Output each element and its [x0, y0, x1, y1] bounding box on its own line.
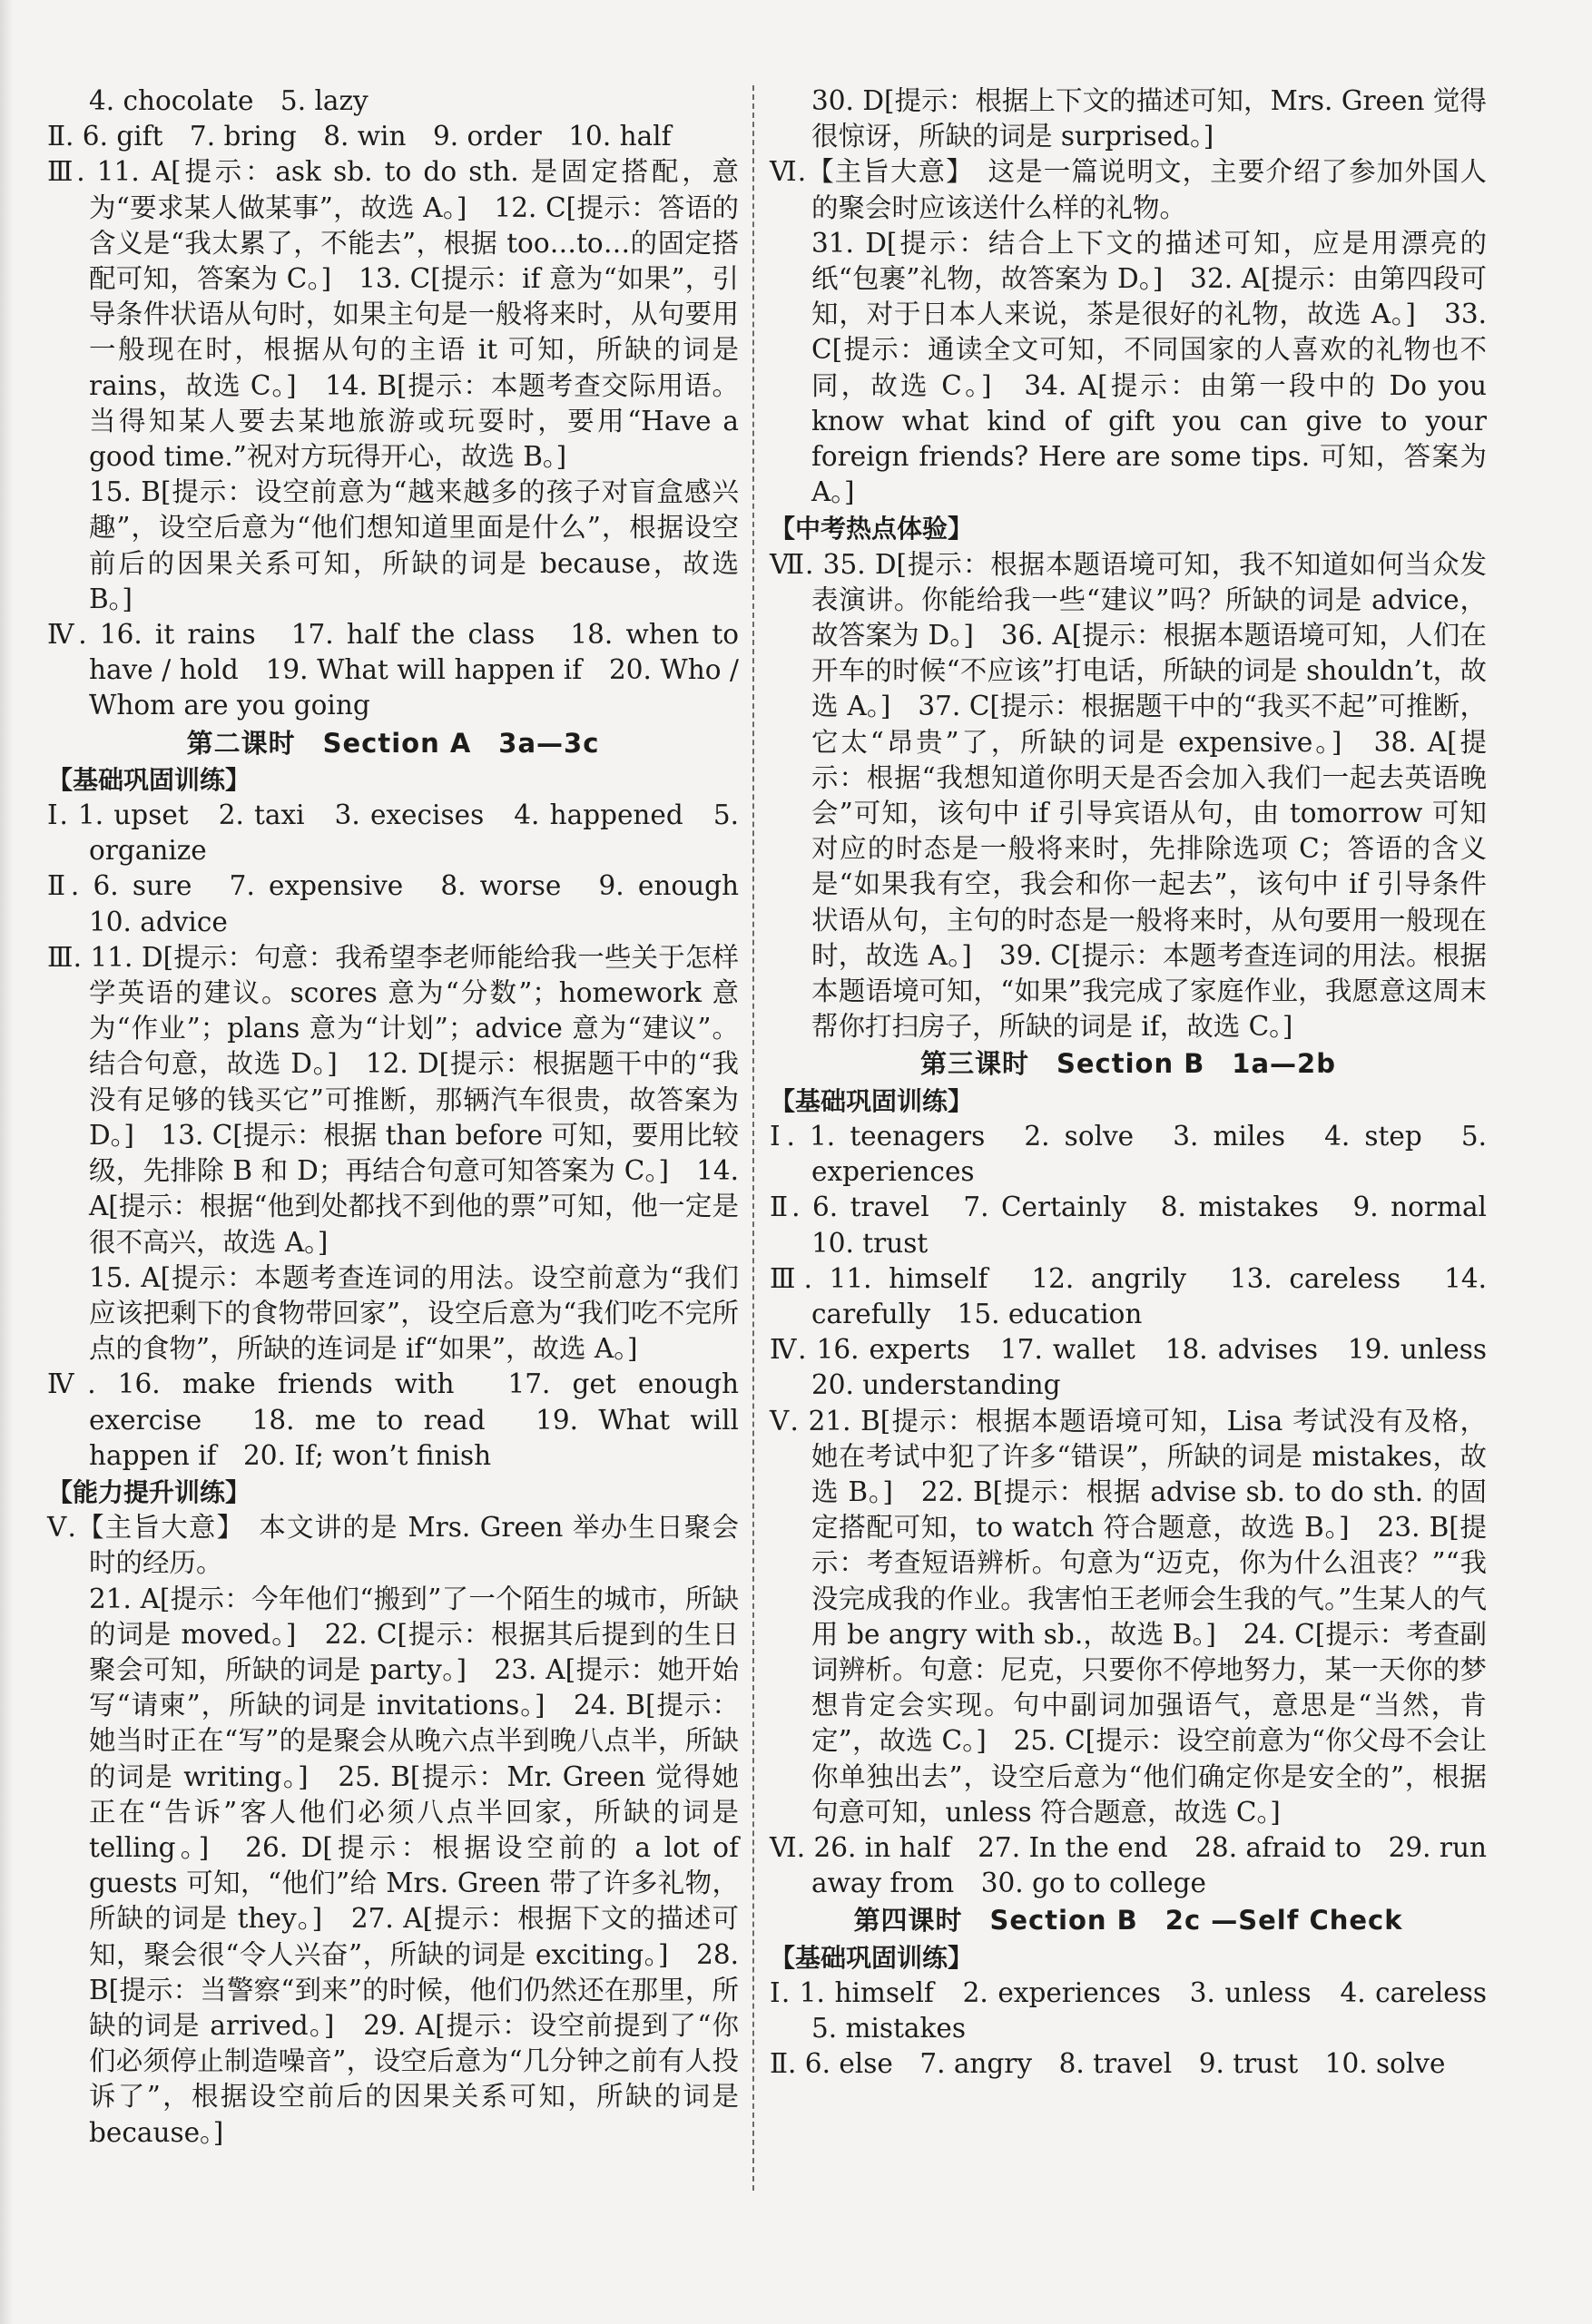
section-title: 【基础巩固训练】: [770, 1942, 974, 1973]
answer-paragraph: Ⅵ.【主旨大意】 这是一篇说明文，主要介绍了参加外国人的聚会时应该送什么样的礼物。: [770, 156, 1487, 223]
answer-paragraph: Ⅱ. 6. else 7. angry 8. travel 9. trust 10. solve: [770, 2048, 1446, 2080]
answer-paragraph: 30. D[提示：根据上下文的描述可知，Mrs. Green 觉得很惊讶，所缺的词是 surprised。]: [811, 85, 1487, 152]
answer-paragraph: Ⅱ. 6. travel 7. Certainly 8. mistakes 9. normal 10. trust: [770, 1191, 1514, 1259]
answer-paragraph: Ⅲ. 11. A[提示：ask sb. to do sth. 是固定搭配，意为“要求某人做某事”，故选 A。] 12. C[提示：答语的含义是“我太累了，不能去”，根据 too…to…的固定搭配可知，答案为 C。] 13. C[提示：if 意为“如果”，引导条件状语从句时，如果主句是一般将来时，从句要用一般现在时，根据从句的主语 it 可知，所缺的词是 rains，故选 C。] 14. B[提示：本题考查交际用语。当得知某人要去某地旅游或玩耍时，要用“Have a good time.”祝对方玩得开心，故选 B。]: [47, 156, 739, 473]
answer-paragraph: Ⅴ.【主旨大意】 本文讲的是 Mrs. Green 举办生日聚会时的经历。: [47, 1512, 739, 1579]
lesson-heading: 第三课时 Section B 1a—2b: [919, 1048, 1336, 1080]
answer-paragraph: Ⅰ. 1. teenagers 2. solve 3. miles 4. step 5. experiences: [770, 1120, 1487, 1188]
answer-paragraph: 15. A[提示：本题考查连词的用法。设空前意为“我们应该把剩下的食物带回家”，设空后意为“我们吃不完所点的食物”，所缺的连词是 if“如果”，故选 A。]: [89, 1261, 739, 1365]
answer-paragraph: Ⅰ. 1. himself 2. experiences 3. unless 4. careless 5. mistakes: [770, 1976, 1514, 2044]
answer-paragraph: Ⅳ. 16. make friends with 17. get enough exercise 18. me to read 19. What will happen if 20. If; won’t finish: [47, 1368, 739, 1471]
answer-paragraph: Ⅰ. 1. upset 2. taxi 3. execises 4. happened 5. organize: [47, 799, 739, 867]
answer-paragraph: 4. chocolate 5. lazy: [89, 85, 369, 116]
answer-paragraph: Ⅵ. 26. in half 27. In the end 28. afraid to 29. run away from 30. go to college: [770, 1831, 1487, 1899]
answer-paragraph: Ⅳ. 16. experts 17. wallet 18. advises 19. unless 20. understanding: [770, 1334, 1514, 1401]
answer-paragraph: Ⅴ. 21. B[提示：根据本题语境可知，Lisa 考试没有及格，她在考试中犯了许多“错误”，所缺的词是 mistakes，故选 B。] 22. B[提示：根据 advise sb. to do sth. 的固定搭配可知，to watch 符合题意，故选 B。] 23. B[提示：考查短语辨析。句意为“迈克，你为什么沮丧？”“我没完成我的作业。我害怕王老师会生我的气。”生某人的气用 be angry with sb.，故选 B。] 24. C[提示：考查副词辨析。句意：尼克，只要你不停地努力，某一天你的梦想肯定会实现。句中副词加强语气，意思是“当然，肯定”，故选 C。] 25. C[提示：设空前意为“你父母不会让你单独出去”，设空后意为“他们确定你是安全的”，根据句意可知，unless 符合题意，故选 C。]: [770, 1405, 1487, 1828]
answer-paragraph: Ⅶ. 35. D[提示：根据本题语境可知，我不知道如何当众发表演讲。你能给我一些“建议”吗？所缺的词是 advice，故答案为 D。] 36. A[提示：根据本题语境可知，人们在开车的时候“不应该”打电话，所缺的词是 shouldn’t，故选 A。] 37. C[提示：根据题干中的“我买不起”可推断，它太“昂贵”了，所缺的词是 expensive。] 38. A[提示：根据“我想知道你明天是否会加入我们一起去英语晚会”可知，该句中 if 引导宾语从句，由 tomorrow 可知对应的时态是一般将来时，先排除选项 C；答语的含义是“如果我有空，我会和你一起去”，该句中 if 引导条件状语从句，主句的时态是一般将来时，从句要用一般现在时，故选 A。] 39. C[提示：本题考查连词的用法。根据本题语境可知，“如果”我完成了家庭作业，我愿意这周末帮你打扫房子，所缺的词是 if，故选 C。]: [770, 548, 1487, 1043]
lesson-heading: 第四课时 Section B 2c —Self Check: [853, 1905, 1403, 1937]
answer-paragraph: Ⅱ. 6. sure 7. expensive 8. worse 9. enough 10. advice: [47, 870, 766, 937]
answer-paragraph: 15. B[提示：设空前意为“越来越多的孩子对盲盒感兴趣”，设空后意为“他们想知道里面是什么”，根据设空前后的因果关系可知，所缺的词是 because，故选 B。]: [89, 476, 739, 614]
section-title: 【基础巩固训练】: [47, 764, 251, 795]
section-title: 【基础巩固训练】: [770, 1085, 974, 1116]
answer-paragraph: Ⅲ. 11. himself 12. angrily 13. careless 14. carefully 15. education: [770, 1262, 1487, 1329]
answer-paragraph: Ⅲ. 11. D[提示：句意：我希望李老师能给我一些关于怎样学英语的建议。scores 意为“分数”；homework 意为“作业”；plans 意为“计划”；advice 意为“建议”。结合句意，故选 D。] 12. D[提示：根据题干中的“我没有足够的钱买它”可推断，那辆汽车很贵，故答案为 D。] 13. C[提示：根据 than before 可知，要用比较级，先排除 B 和 D；再结合句意可知答案为 C。] 14. A[提示：根据“他到处都找不到他的票”可知，他一定是很不高兴，故选 A。]: [47, 941, 739, 1258]
answer-paragraph: Ⅱ. 6. gift 7. bring 8. win 9. order 10. half: [47, 121, 672, 152]
lesson-heading: 第二课时 Section A 3a—3c: [186, 727, 600, 759]
section-title: 【能力提升训练】: [47, 1476, 251, 1507]
answer-paragraph: 21. A[提示：今年他们“搬到”了一个陌生的城市，所缺的词是 moved。] 22. C[提示：根据其后提到的生日聚会可知，所缺的词是 party。] 23. A[提示：她开始写“请柬”，所缺的词是 invitations。] 24. B[提示：她当时正在“写”的是聚会从晚六点半到晚八点半，所缺的词是 writing。] 25. B[提示：Mr. Green 觉得她正在“告诉”客人他们必须八点半回家，所缺的词是 telling。] 26. D[提示：根据设空前的 a lot of guests 可知，“他们”给 Mrs. Green 带了许多礼物，所缺的词是 they。] 27. A[提示：根据下文的描述可知，聚会很“令人兴奋”，所缺的词是 exciting。] 28. B[提示：当警察“到来”的时候，他们仍然还在那里，所缺的词是 arrived。] 29. A[提示：设空前提到了“你们必须停止制造噪音”，设空后意为“几分钟之前有人投诉了”，根据设空前后的因果关系可知，所缺的词是 because。]: [89, 1583, 739, 2148]
answer-paragraph: Ⅳ. 16. it rains 17. half the class 18. when to have / hold 19. What will happen if 20. Who / Whom are you going: [47, 619, 739, 721]
right-column: [770, 83, 1514, 2082]
scan-edge-shadow: [0, 0, 13, 2324]
section-title: 【中考热点体验】: [770, 514, 974, 544]
left-column: [47, 83, 766, 2151]
column-divider: [752, 85, 754, 2191]
answer-paragraph: 31. D[提示：结合上下文的描述可知，应是用漂亮的纸“包裹”礼物，故答案为 D。] 32. A[提示：由第四段可知，对于日本人来说，茶是很好的礼物，故选 A。] 33. C[提示：通读全文可知，不同国家的人喜欢的礼物也不同，故选 C。] 34. A[提示：由第一段中的 Do you know what kind of gift you can give to your foreign friends? Here are some tips. 可知，答案为 A。]: [811, 227, 1487, 508]
